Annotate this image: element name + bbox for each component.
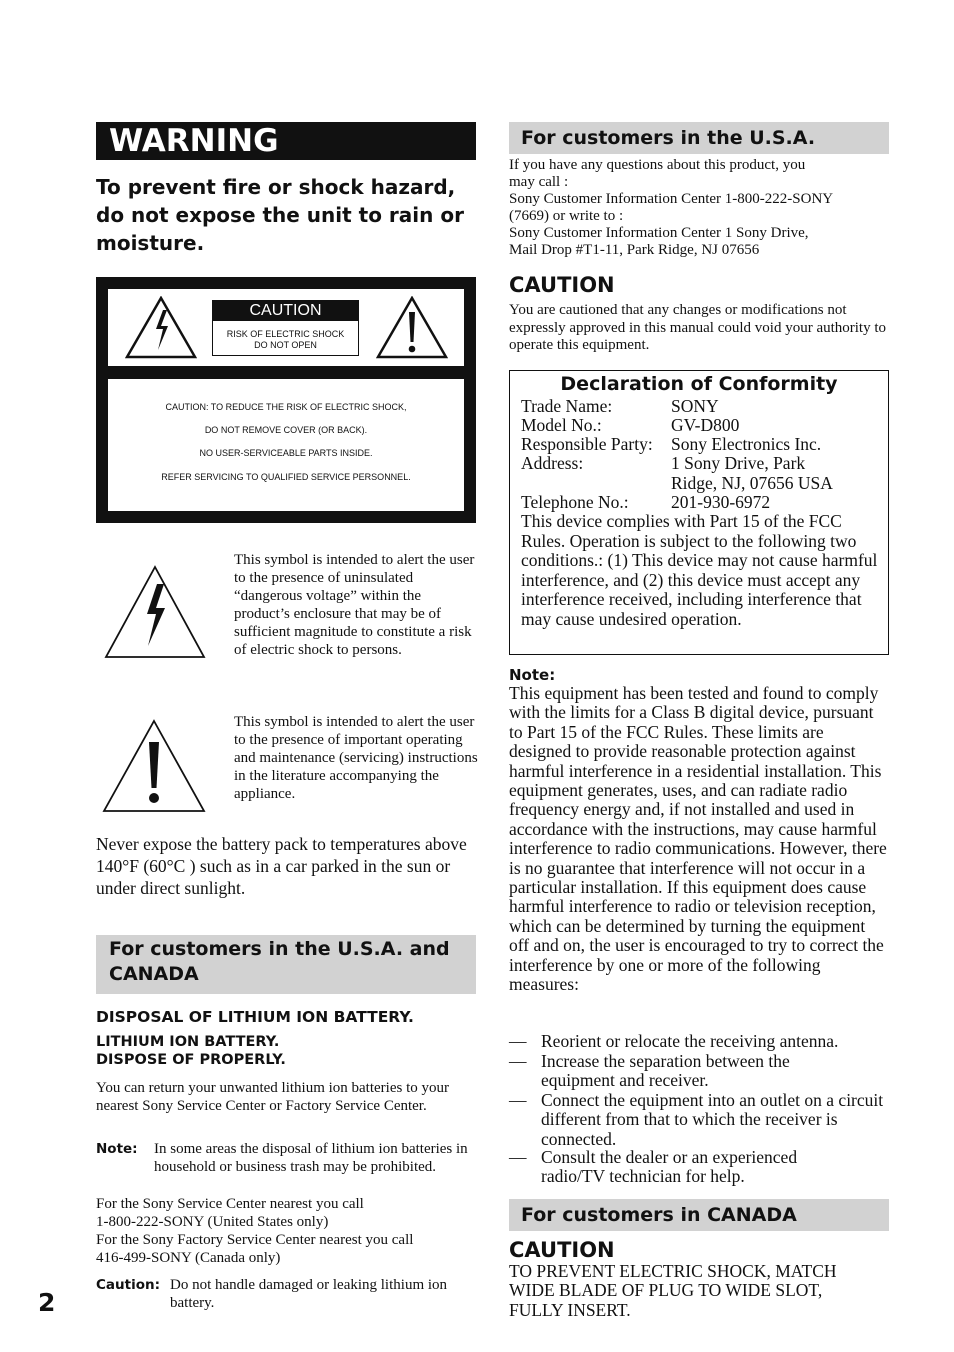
- risk-line-1: RISK OF ELECTRIC SHOCK: [226, 329, 345, 339]
- usa-line-6: Mail Drop #T1-11, Park Ridge, NJ 07656: [509, 242, 760, 258]
- label-line-2: DO NOT REMOVE COVER (OR BACK).: [204, 425, 368, 435]
- battery-return-text: You can return your unwanted lithium ion batteries to your nearest Sony Service Center or Factory Service Center.: [96, 1080, 449, 1114]
- dangerous-voltage-symbol-icon: [103, 564, 207, 660]
- fcc-compliance-text: This device complies with Part 15 of the FCC Rules. Operation is subject to the following two conditions.: (1) This device may not cause harmful interference, and (2) this device must accept any interference received, including interference that may cause undesired operation.: [521, 511, 878, 629]
- decl-label-address: Address:: [521, 453, 584, 473]
- decl-label-model: Model No.:: [521, 415, 602, 435]
- decl-label-responsible: Responsible Party:: [521, 434, 653, 454]
- usa-line-3: Sony Customer Information Center 1-800-222-SONY: [509, 191, 834, 207]
- usa-heading: For customers in the U.S.A.: [509, 122, 889, 154]
- exclamation-triangle-icon: [376, 296, 448, 360]
- attention-symbol-description: This symbol is intended to alert the user to the presence of important operating and maintenance (servicing) instructions in the literature accompanying the appliance.: [234, 714, 478, 802]
- decl-value-address-1: 1 Sony Drive, Park: [671, 453, 806, 473]
- decl-value-telephone: 201-930-6972: [671, 492, 771, 512]
- usa-canada-heading: For customers in the U.S.A. and CANADA: [96, 935, 476, 994]
- label-line-3: NO USER-SERVICEABLE PARTS INSIDE.: [199, 448, 373, 458]
- caution-label-bottom-panel: [108, 379, 464, 511]
- measure-dash-3: —: [509, 1090, 527, 1110]
- measure-item-4: Consult the dealer or an experienced radio/TV technician for help.: [541, 1147, 798, 1187]
- declaration-title: Declaration of Conformity: [560, 373, 838, 395]
- attention-symbol-icon: [101, 718, 207, 814]
- canada-caution-text: TO PREVENT ELECTRIC SHOCK, MATCH WIDE BLADE OF PLUG TO WIDE SLOT, FULLY INSERT.: [509, 1261, 837, 1320]
- service-center-line-1: For the Sony Service Center nearest you call: [96, 1196, 364, 1212]
- decl-value-trade-name: SONY: [671, 396, 719, 416]
- usa-line-5: Sony Customer Information Center 1 Sony Drive,: [509, 225, 809, 241]
- decl-label-trade-name: Trade Name:: [521, 396, 613, 416]
- label-line-4: REFER SERVICING TO QUALIFIED SERVICE PERSONNEL.: [161, 472, 411, 482]
- battery-temperature-warning: Never expose the battery pack to temperatures above 140°F (60°C ) such as in a car parked in the sun or under direct sunlight.: [96, 834, 467, 898]
- lightning-triangle-icon: [125, 296, 197, 360]
- measure-item-1: Reorient or relocate the receiving antenna.: [541, 1031, 839, 1051]
- canada-heading: For customers in CANADA: [509, 1199, 889, 1231]
- page-number: 2: [38, 1288, 56, 1317]
- caution-modifications-text: You are cautioned that any changes or modifications not expressly approved in this manual could void your authority to operate this equipment.: [509, 302, 887, 353]
- decl-value-address-2: Ridge, NJ, 07656 USA: [671, 473, 833, 493]
- caution-heading: CAUTION: [509, 273, 615, 297]
- measure-dash-1: —: [509, 1031, 527, 1051]
- service-center-line-2: 1-800-222-SONY (United States only): [96, 1214, 329, 1230]
- warning-heading: To prevent fire or shock hazard, do not expose the unit to rain or moisture.: [96, 175, 464, 255]
- measure-item-2: Increase the separation between the equipment and receiver.: [541, 1051, 790, 1091]
- lithium-line-2: DISPOSE OF PROPERLY.: [96, 1052, 286, 1068]
- service-center-line-4: 416-499-SONY (Canada only): [96, 1250, 281, 1266]
- usa-line-2: may call :: [509, 174, 569, 190]
- canada-caution-heading: CAUTION: [509, 1238, 615, 1262]
- usa-line-1: If you have any questions about this product, you: [509, 157, 806, 173]
- disposal-heading: DISPOSAL OF LITHIUM ION BATTERY.: [96, 1008, 414, 1026]
- fcc-note-label: Note:: [509, 666, 556, 684]
- measure-dash-2: —: [509, 1051, 527, 1071]
- service-center-line-3: For the Sony Factory Service Center nearest you call: [96, 1232, 414, 1248]
- measure-dash-4: —: [509, 1147, 527, 1167]
- battery-note-text: In some areas the disposal of lithium ion batteries in household or business trash may be prohibited.: [154, 1141, 468, 1175]
- fcc-note-text: This equipment has been tested and found to comply with the limits for a Class B digital device, pursuant to Part 15 of the FCC Rules. These limits are designed to provide reasonable protection against harmful interference in a residential installation. This equipment generates, uses, and can radiate radio frequency energy and, if not installed and used in accordance with the instructions, may cause harmful interference to radio communications. However, there is no guarantee that interference will not occur in a particular installation. If this equipment does cause harmful interference to radio or television reception, which can be determined by turning the equipment off and on, the user is encouraged to try to correct the interference by one or more of the following measures:: [509, 683, 887, 995]
- warning-banner: WARNING: [96, 122, 476, 160]
- label-line-1: CAUTION: TO REDUCE THE RISK OF ELECTRIC SHOCK,: [165, 402, 407, 412]
- battery-caution-label: Caution:: [96, 1277, 160, 1293]
- usa-line-4: (7669) or write to :: [509, 208, 624, 224]
- decl-value-model: GV-D800: [671, 415, 740, 435]
- voltage-symbol-description: This symbol is intended to alert the user to the presence of uninsulated “dangerous voltage” within the product’s enclosure that may be of sufficient magnitude to constitute a risk of electric shock to persons.: [234, 552, 475, 658]
- battery-caution-text: Do not handle damaged or leaking lithium ion battery.: [170, 1277, 448, 1311]
- lithium-line-1: LITHIUM ION BATTERY.: [96, 1034, 280, 1050]
- decl-value-responsible: Sony Electronics Inc.: [671, 434, 822, 454]
- measure-item-3: Connect the equipment into an outlet on a circuit different from that to which the receiver is connected.: [541, 1090, 884, 1149]
- risk-line-2: DO NOT OPEN: [254, 340, 317, 350]
- battery-note-label: Note:: [96, 1141, 138, 1157]
- decl-label-telephone: Telephone No.:: [521, 492, 629, 512]
- caution-mini-title: CAUTION: [212, 300, 359, 321]
